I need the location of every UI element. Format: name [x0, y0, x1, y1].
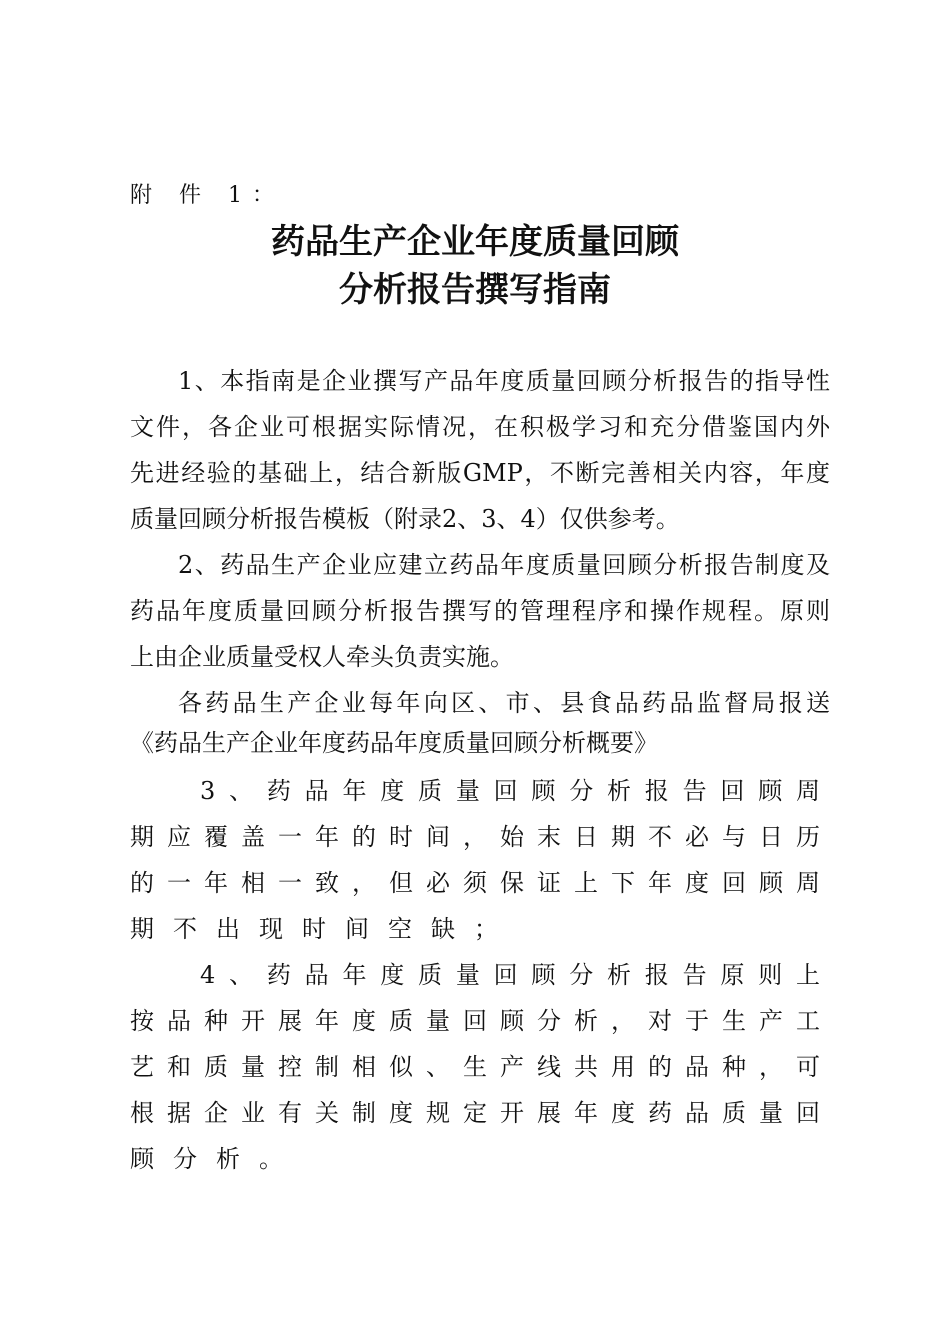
paragraph-line: 先进经验的基础上，结合新版GMP，不断完善相关内容，年度 [130, 459, 830, 487]
paragraph-line: 《药品生产企业年度药品年度质量回顾分析概要》 [130, 729, 658, 757]
document-title-line-2: 分析报告撰写指南 [339, 270, 611, 310]
paragraph-line: 根据企业有关制度规定开展年度药品质量回 [130, 1099, 820, 1127]
paragraph-line: 艺和质量控制相似、生产线共用的品种，可 [130, 1053, 820, 1081]
paragraph-line: 期应覆盖一年的时间，始末日期不必与日历 [130, 823, 820, 851]
paragraph-line: 上由企业质量受权人牵头负责实施。 [130, 643, 514, 671]
paragraph-line: 顾分析。 [130, 1145, 302, 1173]
attachment-label: 附 件 1： [130, 183, 284, 208]
paragraph-line: 期不出现时间空缺； [130, 915, 517, 943]
paragraph-line: 各药品生产企业每年向区、市、县食品药品监督局报送 [178, 689, 830, 717]
paragraph-line: 文件，各企业可根据实际情况，在积极学习和充分借鉴国内外 [130, 413, 830, 441]
paragraph-line: 4、药品年度质量回顾分析报告原则上 [200, 961, 820, 989]
paragraph-line: 质量回顾分析报告模板（附录2、3、4）仅供参考。 [130, 505, 680, 533]
paragraph-line: 1、本指南是企业撰写产品年度质量回顾分析报告的指导性 [178, 367, 830, 395]
document-title-line-1: 药品生产企业年度质量回顾 [271, 222, 679, 262]
paragraph-line: 药品年度质量回顾分析报告撰写的管理程序和操作规程。原则 [130, 597, 830, 625]
paragraph-line: 2、药品生产企业应建立药品年度质量回顾分析报告制度及 [178, 551, 830, 579]
paragraph-line: 3、药品年度质量回顾分析报告回顾周 [200, 777, 820, 805]
paragraph-line: 的一年相一致，但必须保证上下年度回顾周 [130, 869, 820, 897]
paragraph-line: 按品种开展年度质量回顾分析，对于生产工 [130, 1007, 820, 1035]
